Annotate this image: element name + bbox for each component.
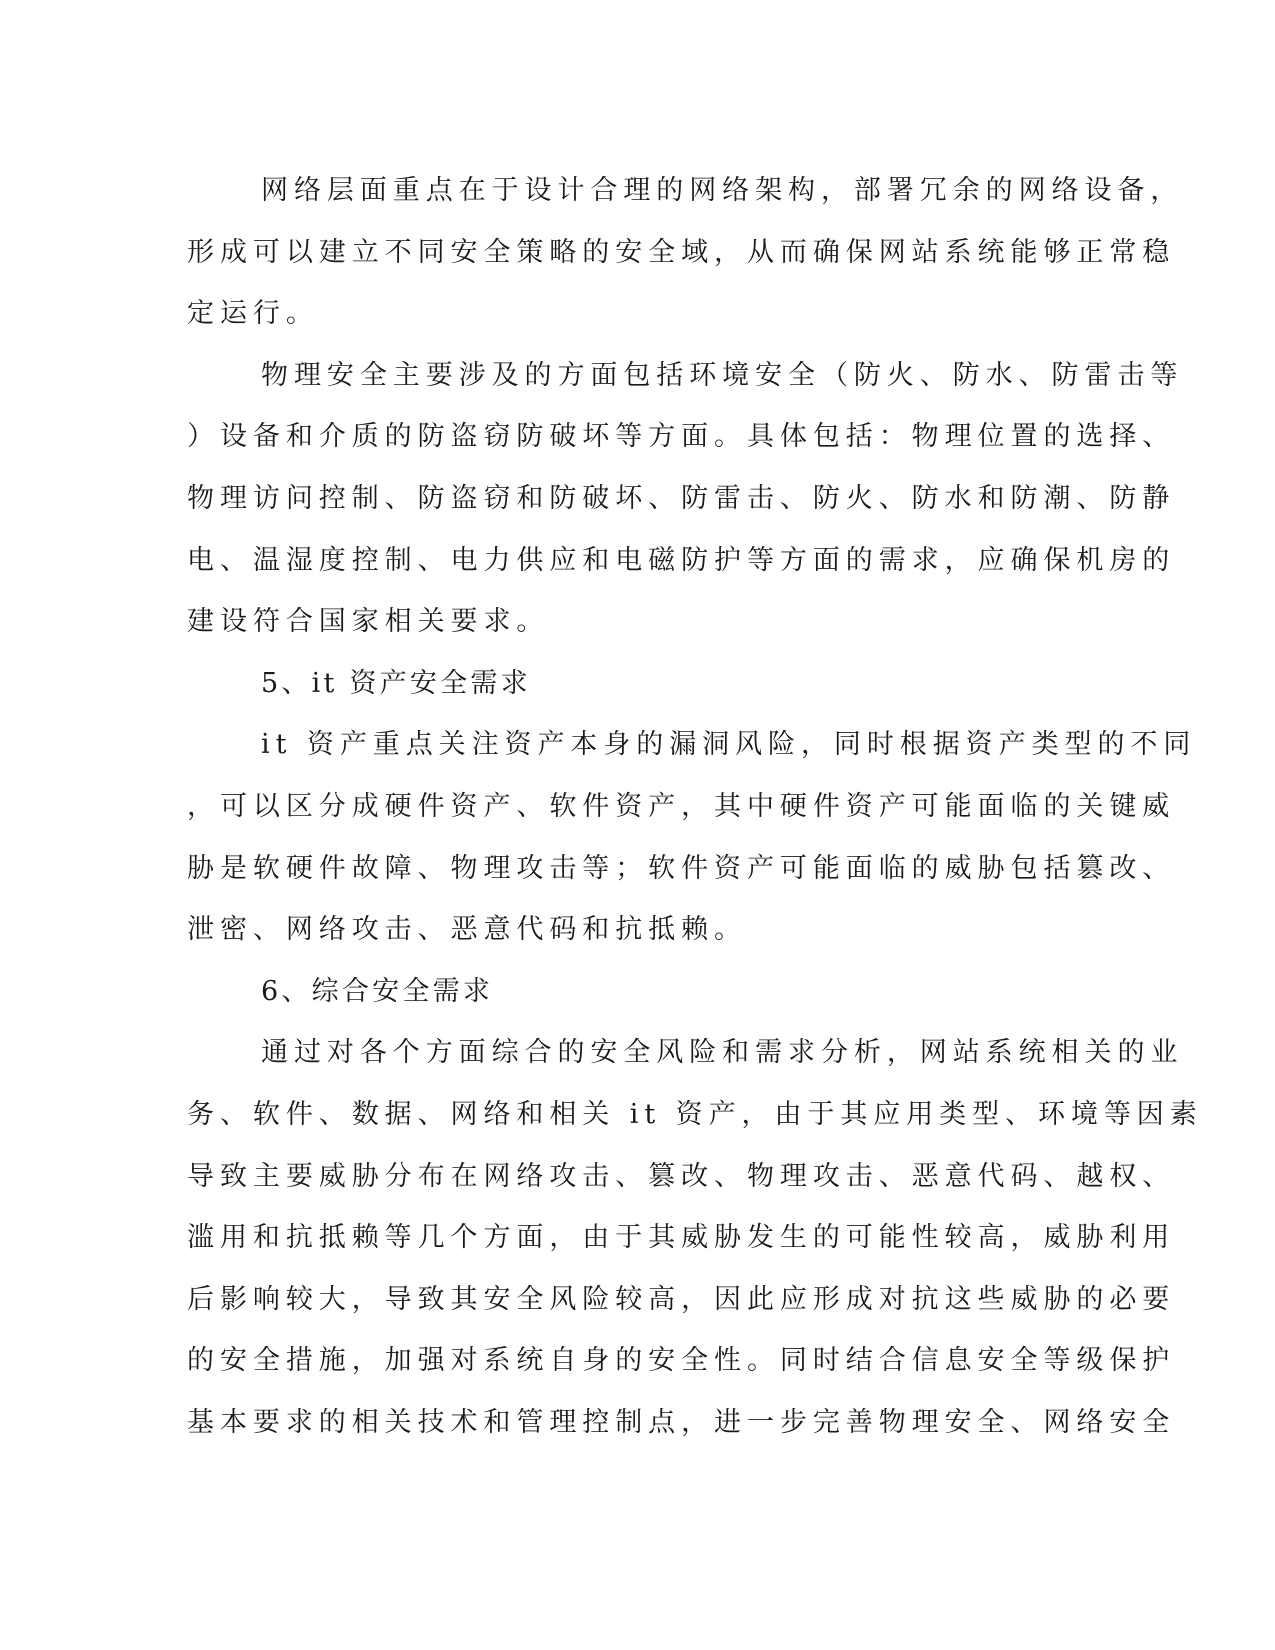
text-line: 后影响较大，导致其安全风险较高，因此应形成对抗这些威胁的必要 xyxy=(187,1283,1176,1315)
paragraph-it-assets xyxy=(187,714,1197,960)
text-line: 泄密、网络攻击、恶意代码和抗抵赖。 xyxy=(187,914,747,946)
section-heading: 5、it 资产安全需求 xyxy=(261,667,531,699)
paragraph-comprehensive xyxy=(187,1022,1203,1453)
text-line: 的安全措施，加强对系统自身的安全性。同时结合信息安全等级保护 xyxy=(187,1345,1176,1377)
section-heading: 6、综合安全需求 xyxy=(261,975,494,1007)
text-line: it 资产重点关注资产本身的漏洞风险，同时根据资产类型的不同 xyxy=(261,729,1197,761)
text-line: 滥用和抗抵赖等几个方面，由于其威胁发生的可能性较高，威胁利用 xyxy=(187,1222,1176,1254)
text-line: 物理访问控制、防盗窃和防破坏、防雷击、防火、防水和防潮、防静 xyxy=(187,482,1176,514)
text-line: 形成可以建立不同安全策略的安全域，从而确保网站系统能够正常稳 xyxy=(187,236,1176,268)
text-line: 定运行。 xyxy=(187,298,319,330)
text-line: ，可以区分成硬件资产、软件资产，其中硬件资产可能面临的关键威 xyxy=(187,790,1176,822)
text-line: 通过对各个方面综合的安全风险和需求分析，网站系统相关的业 xyxy=(261,1037,1184,1069)
text-line: 网络层面重点在于设计合理的网络架构，部署冗余的网络设备， xyxy=(261,175,1184,206)
text-line: 电、温湿度控制、电力供应和电磁防护等方面的需求，应确保机房的 xyxy=(187,544,1176,576)
document-body xyxy=(187,160,1203,1453)
section-heading-6 xyxy=(187,961,1087,1023)
section-heading-5 xyxy=(187,653,1087,715)
text-line: 基本要求的相关技术和管理控制点，进一步完善物理安全、网络安全 xyxy=(187,1406,1176,1438)
text-line: 胁是软硬件故障、物理攻击等；软件资产可能面临的威胁包括篡改、 xyxy=(187,852,1176,884)
text-line: 物理安全主要涉及的方面包括环境安全（防火、防水、防雷击等 xyxy=(261,359,1184,391)
text-line: 导致主要威胁分布在网络攻击、篡改、物理攻击、恶意代码、越权、 xyxy=(187,1160,1176,1192)
text-line: 务、软件、数据、网络和相关 it 资产，由于其应用类型、环境等因素 xyxy=(187,1098,1203,1130)
paragraph-network-layer xyxy=(187,160,1184,345)
text-line: ）设备和介质的防盗窃防破坏等方面。具体包括：物理位置的选择、 xyxy=(187,421,1176,453)
paragraph-physical-security xyxy=(187,345,1184,653)
text-line: 建设符合国家相关要求。 xyxy=(187,606,550,638)
